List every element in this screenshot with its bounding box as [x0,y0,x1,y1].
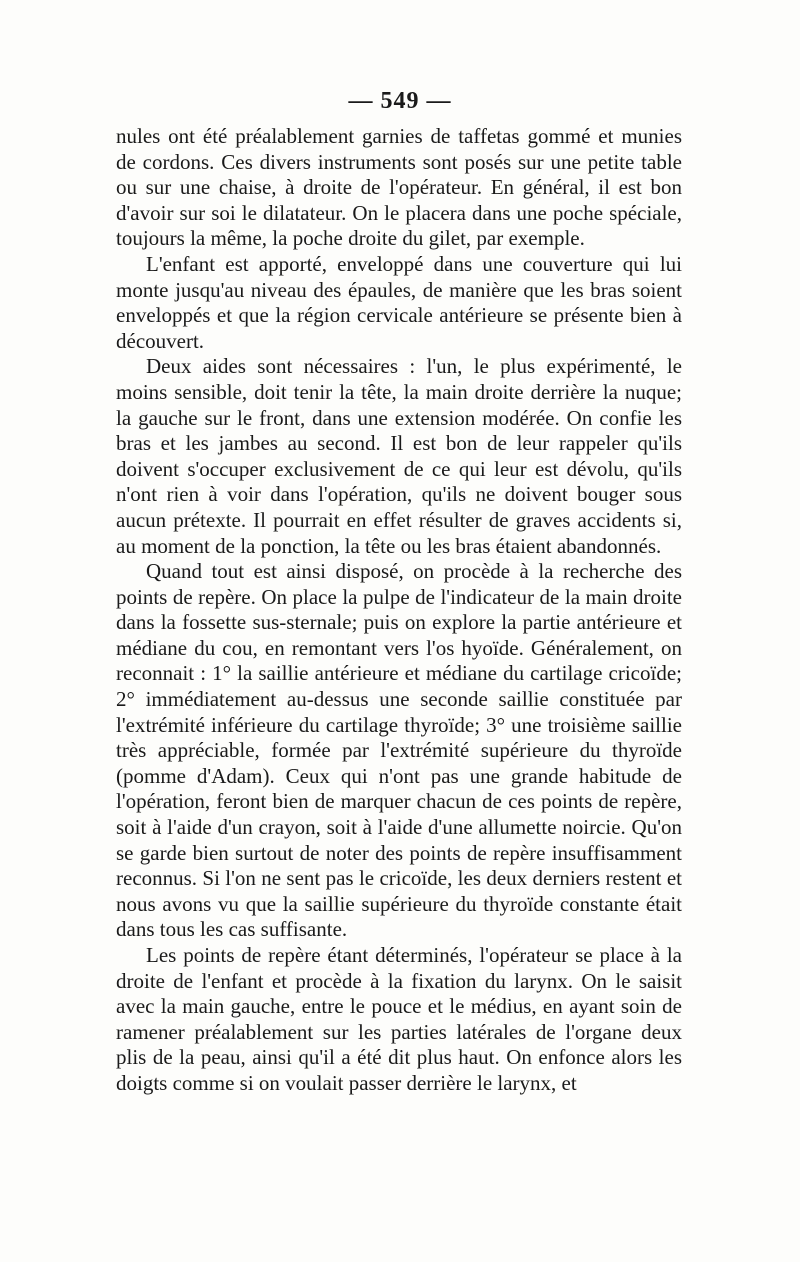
page-number: — 549 — [348,88,452,114]
body-text [116,124,682,1097]
paragraph-continuation: nules ont été préalablement garnies de taffetas gommé et munies de cordons. Ces divers instruments sont posés sur une petite table ou sur une chaise, à droite de l'opérateur. En général, il est bon d'avoir sur soi le dilatateur. On le placera dans une poche spéciale, toujours la même, la poche droite du gilet, par exemple. [116,124,682,251]
paragraph-child-wrapped: L'enfant est apporté, enveloppé dans une couverture qui lui monte jusqu'au niveau des épaules, de manière que les bras soient enveloppés et que la région cervicale antérieure se présente bien à découvert. [116,251,682,353]
paragraph-assistants: Deux aides sont nécessaires : l'un, le plus expérimenté, le moins sensible, doit tenir la tête, la main droite derrière la nuque; la gauche sur le front, dans une extension modérée. On confie les bras et les jambes au second. Il est bon de leur rappeler qu'ils doivent s'occuper exclusivement de ce qui leur est dévolu, qu'ils n'ont rien à voir dans l'opération, qu'ils ne doivent bouger sous aucun prétexte. Il pourrait en effet résulter de graves accidents si, au moment de la ponction, la tête ou les bras étaient abandonnés. [116,354,682,558]
paragraph-landmarks: Quand tout est ainsi disposé, on procède à la recherche des points de repère. On place la pulpe de l'indicateur de la main droite dans la fossette sus-sternale; puis on explore la partie antérieure et médiane du cou, en remontant vers l'os hyoïde. Généralement, on reconnait : 1° la saillie antérieure et médiane du cartilage cricoïde; 2° immédiatement au-dessus une seconde saillie constituée par l'extrémité inférieure du cartilage thyroïde; 3° une troisième saillie très appréciable, formée par l'extrémité supérieure du thyroïde (pomme d'Adam). Ceux qui n'ont pas une grande habitude de l'opération, feront bien de marquer chacun de ces points de repère, soit à l'aide d'un crayon, soit à l'aide d'une allumette noircie. Qu'on se garde bien surtout de noter des points de repère insuffisamment reconnus. Si l'on ne sent pas le cricoïde, les deux derniers restent et nous avons vu que la saillie supérieure du thyroïde constante était dans tous les cas suffisante. [116,559,682,942]
paragraph-larynx-fixation: Les points de repère étant déterminés, l'opérateur se place à la droite de l'enfant et procède à la fixation du larynx. On le saisit avec la main gauche, entre le pouce et le médius, en ayant soin de ramener préalablement sur les parties latérales de l'organe deux plis de la peau, ainsi qu'il a été dit plus haut. On enfonce alors les doigts comme si on voulait passer derrière le larynx, et [116,943,682,1095]
